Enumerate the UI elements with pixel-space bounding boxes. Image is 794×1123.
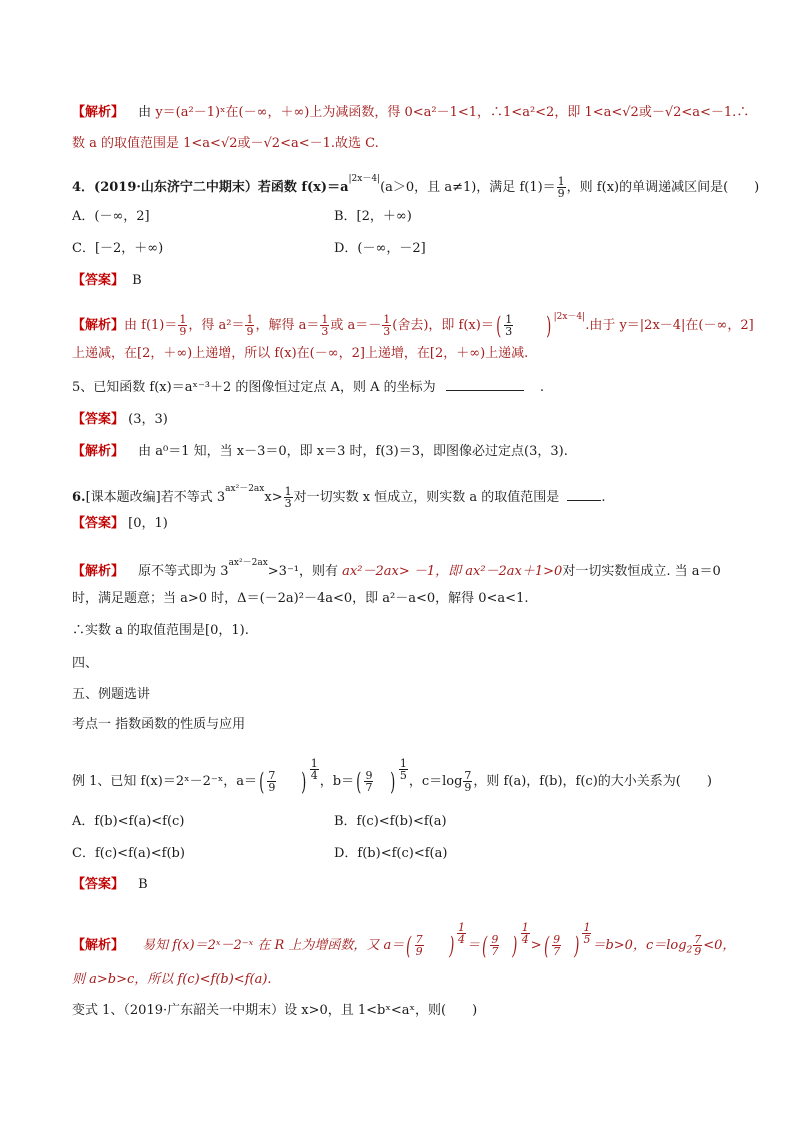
question-4-answer: 【答案】 B (72, 273, 142, 288)
option-a: A．(－∞，2] (72, 209, 150, 224)
example-1-stem: 例 1、已知 f(x)＝2ˣ－2⁻ˣ，a＝( $\frac{7}{9}$ ) $\frac{1}{4}$ ，b＝( $\frac{9}{7}$ ) $\frac{1}{5}$ ，c＝log $\frac{7}{9}$ ，则 f(a)，f(b)，f(c)的大小关系为( ) (72, 757, 712, 796)
answer-blank[interactable] (567, 488, 601, 501)
question-4-options-row1 (72, 208, 732, 226)
option-c: C．f(c)<f(a)<f(b) (72, 846, 185, 861)
question-4-solution-line1: 【解析】由 f(1)＝ $\frac{1}{9}$ ，得 a²＝ $\frac{1}{9}$ ，解得 a＝ $\frac{1}{3}$ 或 a＝－ $\frac{1}{3}$ (舍去)，即 f(x)＝( $\frac{1}{3}$ ) $^{|2x-4|}$.由于 y＝|2x－4|在(－∞，2] (72, 311, 754, 340)
question-5-stem: 5、已知函数 f(x)＝aˣ⁻³＋2 的图像恒过定点 A，则 A 的坐标为 . (72, 380, 545, 395)
option-c: C．[－2，＋∞) (72, 241, 164, 256)
section-heading-4: 四、 (72, 656, 99, 671)
question-6-answer: 【答案】 [0，1) (72, 516, 168, 531)
question-6-solution-line1: 【解析】 原不等式即为 $3^{ax^2-2ax}>3^{-1}$，则有 ax²－2ax> －1，即 ax²－2ax＋1>0对一切实数恒成立. 当 a＝0 (72, 558, 721, 579)
section-heading-5: 五、例题选讲 (72, 687, 151, 702)
question-4-solution-line2: 上递减，在[2，＋∞)上递增，所以 f(x)在(－∞，2]上递增，在[2，＋∞)上递减. (72, 346, 529, 361)
example-1-answer: 【答案】 B (72, 877, 148, 892)
solution-label: 【解析】 (72, 105, 125, 120)
question-6-solution-line3: ∴实数 a 的取值范围是[0，1). (72, 623, 249, 638)
variation-1-stem: 变式 1、（2019·广东韶关一中期末）设 x>0，且 1<bˣ<aˣ，则( ) (72, 1003, 478, 1018)
option-d: D．f(b)<f(c)<f(a) (334, 846, 448, 861)
question-4-options-row2 (72, 240, 732, 258)
answer-blank[interactable] (446, 378, 524, 391)
question-6-stem: 6.[课本题改编]若不等式 $3^{ax^2-2ax}x>$ $\frac{1}{3}$ 对一切实数 x 恒成立，则实数 a 的取值范围是 . (72, 484, 606, 510)
question-6-solution-line2: 时，满足题意；当 a>0 时，Δ＝(－2a)²－4a<0，即 a²－a<0，解得 0<a<1. (72, 591, 529, 606)
option-b: B．[2，＋∞) (334, 209, 412, 224)
question-4-stem: 4．(2019·山东济宁二中期末）若函数 $f(x)=a^{|2x-4|}(a>0$，且 a≠1)，满足 f(1)＝ $\frac{1}{9}$ ，则 f(x)的单调递减区间是( ) (72, 174, 760, 200)
example-1-options-row1 (72, 813, 732, 831)
solution-p1-line2: 数 a 的取值范围是 1<a<√2或－√2<a<－1.故选 C. (72, 136, 379, 151)
option-a: A．f(b)<f(a)<f(c) (72, 814, 185, 829)
solution-p1-line1: 【解析】 由 y＝(a²－1)ˣ在(－∞，＋∞)上为减函数，得 0<a²－1<1，∴1<a²<2，即 1<a<√2或－√2<a<－1.∴ (72, 105, 750, 120)
example-1-options-row2 (72, 845, 732, 863)
example-1-solution-line2: 则 a>b>c，所以 f(c)<f(b)<f(a). (72, 972, 272, 987)
question-5-solution: 【解析】 由 a⁰＝1 知，当 x－3＝0，即 x＝3 时，f(3)＝3，即图像必过定点(3，3). (72, 444, 568, 459)
question-5-answer: 【答案】 (3，3) (72, 412, 168, 427)
fraction: $\frac{1}{9}$ (557, 175, 565, 200)
option-d: D．(－∞，－2] (334, 241, 426, 256)
example-1-solution-line1: 【解析】 易知 f(x)＝2ˣ－2⁻ˣ 在 R 上为增函数，又 a＝( $\frac{7}{9}$ ) $\frac{1}{4}$ ＝( $\frac{9}{7}$ ) $\frac{1}{4}$ >( $\frac{9}{7}$ ) $\frac{1}{5}$ ＝b>0，$c=\log_2$ $\frac{7}{9}$ <0， (72, 921, 736, 960)
option-b: B．f(c)<f(b)<f(a) (334, 814, 447, 829)
key-point-heading: 考点一 指数函数的性质与应用 (72, 717, 246, 732)
